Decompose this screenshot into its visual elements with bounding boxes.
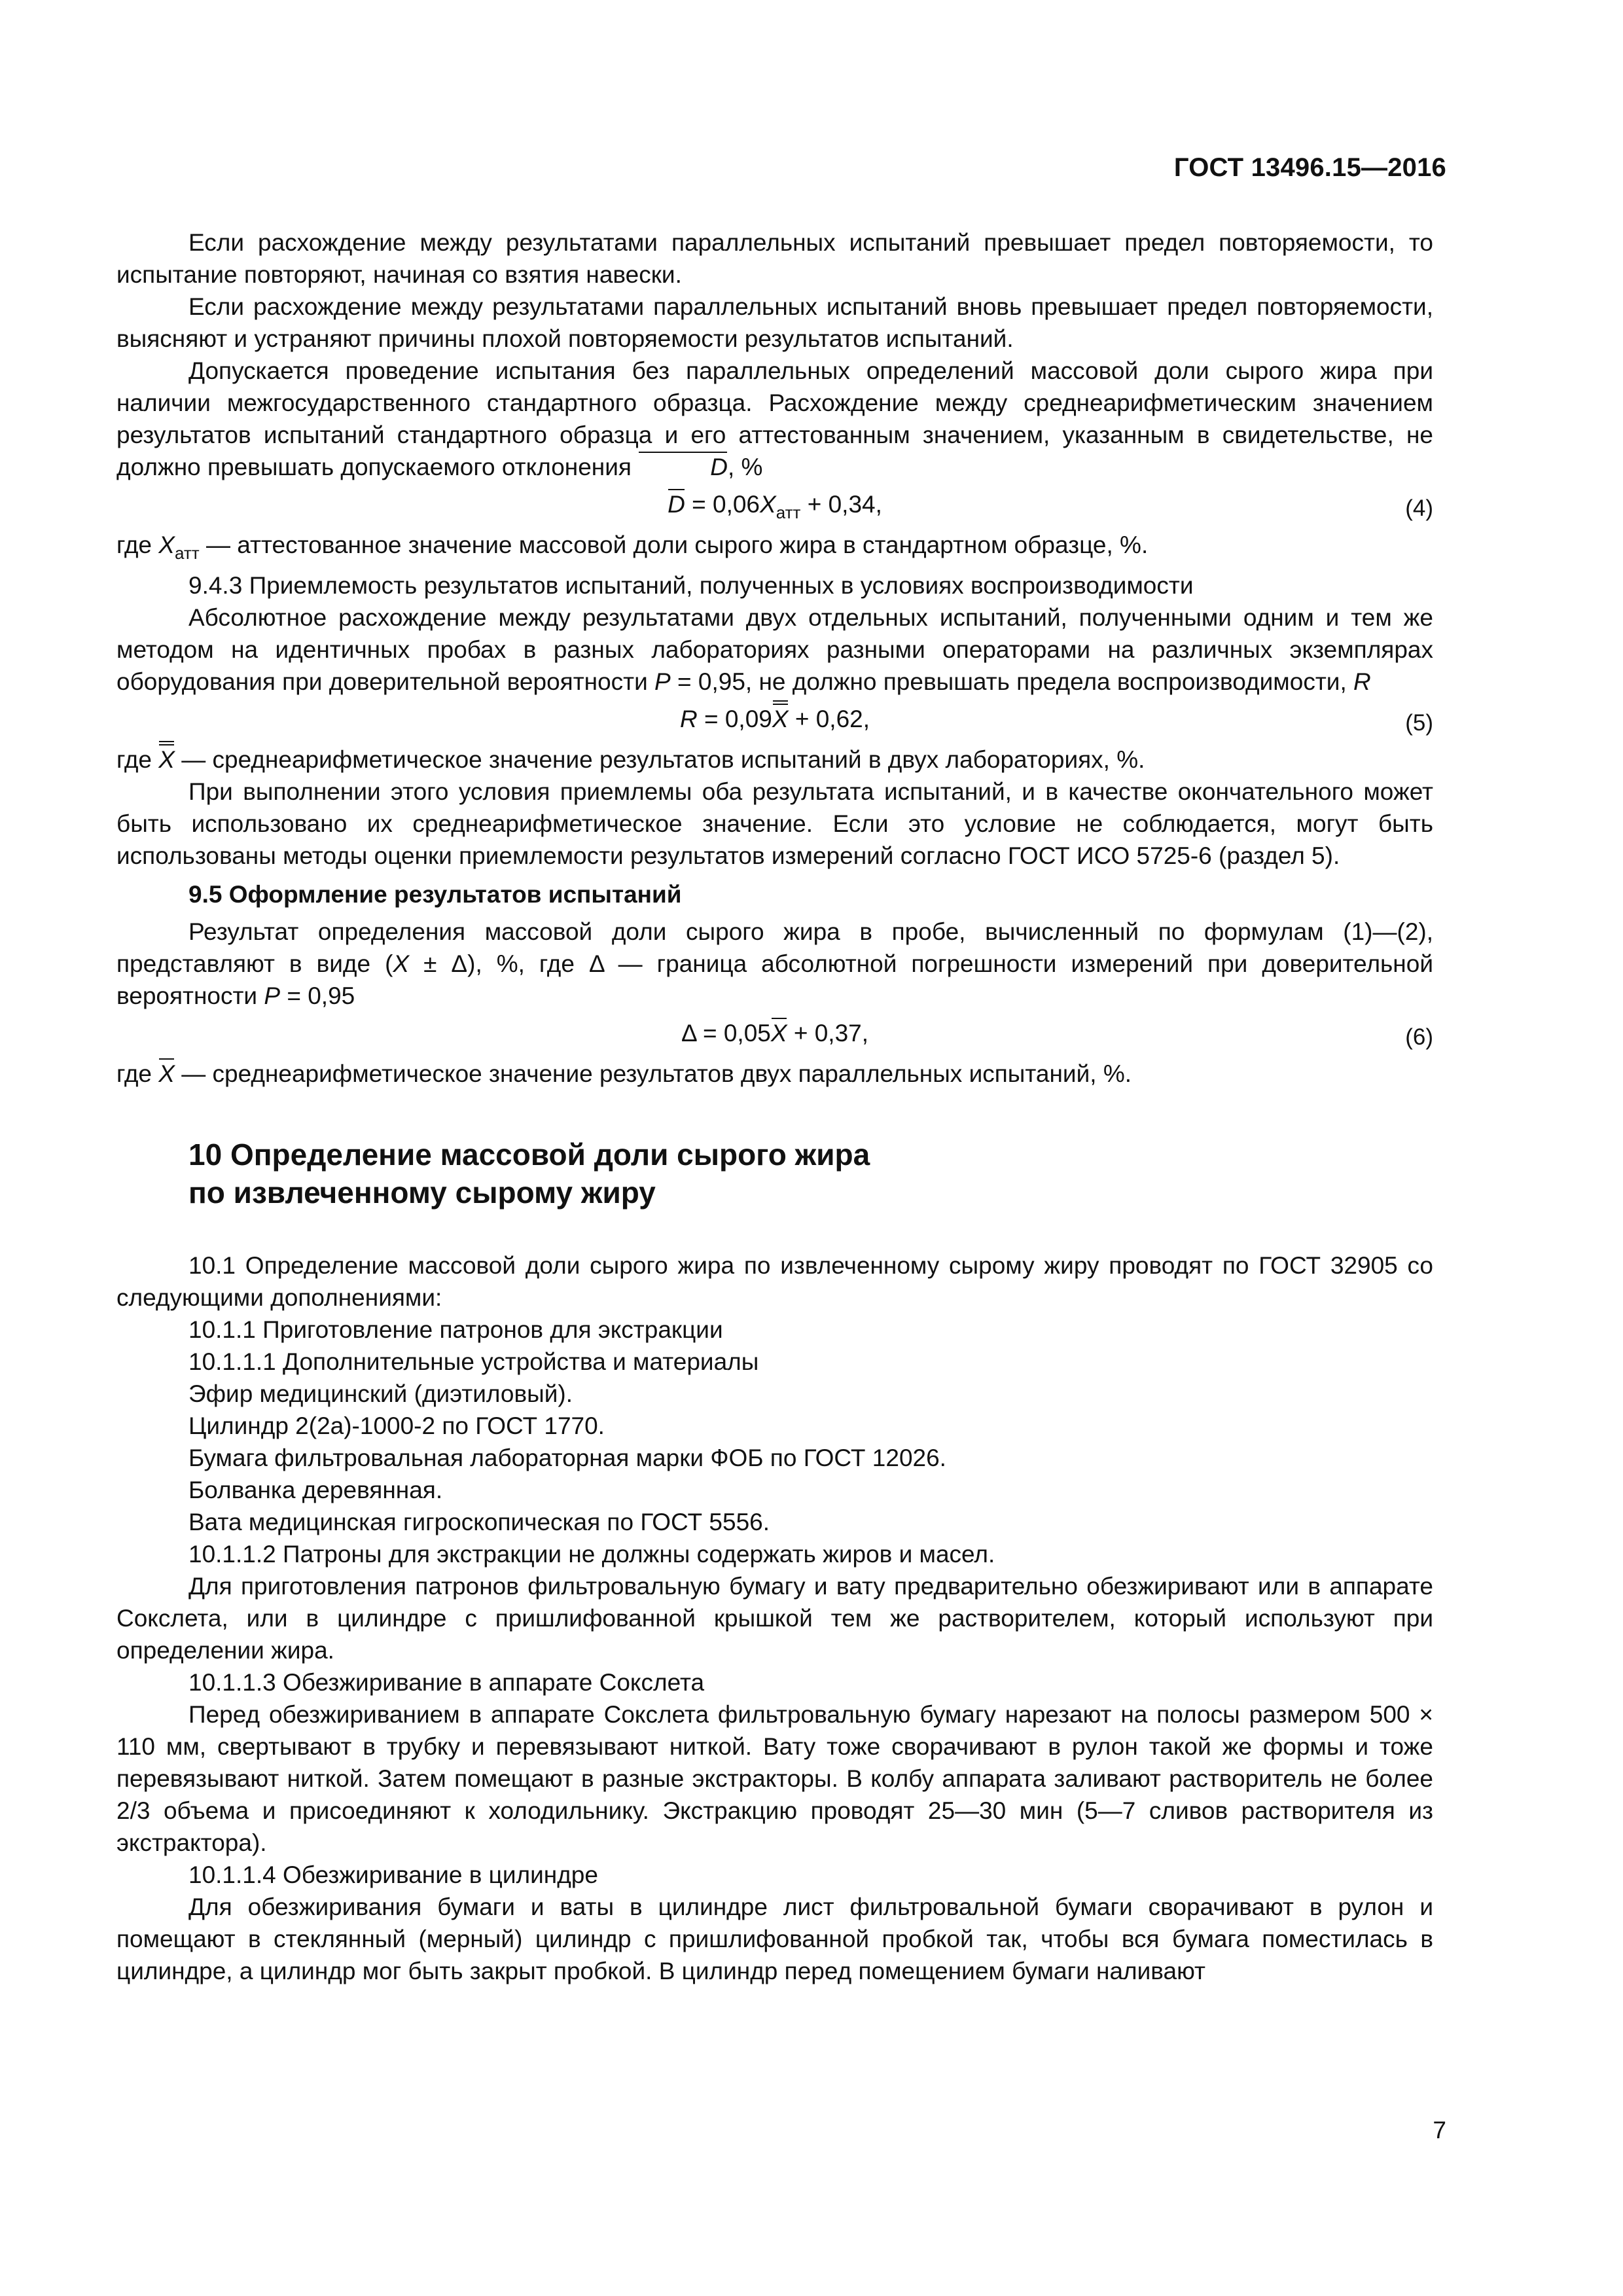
where-6-x-bar: X xyxy=(158,1058,175,1090)
formula-4-symbol-d: D xyxy=(668,488,685,520)
formula-6-row xyxy=(116,1012,1433,1058)
formula-6-number: (6) xyxy=(1405,1024,1433,1050)
formula-5-right: + 0,62, xyxy=(788,706,870,732)
paragraph: 10.1.1.2 Патроны для экстракции не должны содержать жиров и масел. xyxy=(188,1541,995,1568)
where-5-prefix: где xyxy=(116,746,159,773)
result-text-2: ), %, где xyxy=(467,950,589,977)
paragraph: 10.1.1.4 Обезжиривание в цилиндре xyxy=(188,1861,598,1888)
formula-4-sub: атт xyxy=(776,503,801,522)
formula-5-x-double-bar: X xyxy=(772,703,789,735)
page-number: 7 xyxy=(1433,2117,1446,2144)
result-p: P xyxy=(264,982,281,1009)
paragraph: Бумага фильтровальная лабораторная марки ФОБ по ГОСТ 12026. xyxy=(188,1444,946,1471)
formula-5 xyxy=(116,703,1433,735)
where-4-text: — аттестованное значение массовой доли сырого жира в стандартном образце, %. xyxy=(199,531,1149,558)
body-text xyxy=(116,226,1433,1987)
result-delta-2: Δ xyxy=(588,950,604,977)
gost-header: ГОСТ 13496.15—2016 xyxy=(1173,153,1446,182)
result-delta: Δ xyxy=(451,950,468,977)
d-bar-symbol: D xyxy=(638,451,728,483)
where-4 xyxy=(116,529,1433,569)
paragraph-tail: , % xyxy=(727,454,763,480)
formula-5-left: = 0,09 xyxy=(697,706,772,732)
formula-4-number: (4) xyxy=(1405,495,1433,521)
result-x: X xyxy=(393,950,410,977)
section-10-heading xyxy=(188,1136,1433,1211)
formula-5-number: (5) xyxy=(1405,710,1433,736)
p-symbol: P xyxy=(654,668,671,695)
reproducibility-text: Абсолютное расхождение между результатами двух отдельных испытаний, полученными одним и тем же методом на идентичных пробах в разных лабораториях разными операторами на различных экземплярах оборудования при доверительной вероятности xyxy=(116,604,1433,695)
where-6 xyxy=(116,1058,1433,1090)
section-10-title-line-2: по извлеченному сырому жиру xyxy=(188,1175,656,1210)
where-4-prefix: где xyxy=(116,531,159,558)
paragraph: Для обезжиривания бумаги и ваты в цилиндре лист фильтровальной бумаги сворачивают в рулон и помещают в стеклянный (мерный) цилиндр с пришлифованной пробкой так, чтобы вся бумага поместилась в цилиндре, а цилиндр мог быть закрыт пробкой. В цилиндр перед помещением бумаги наливают xyxy=(116,1893,1433,1984)
where-5-x-double-bar: X xyxy=(158,744,175,776)
paragraph: Перед обезжириванием в аппарате Сокслета фильтровальную бумагу нарезают на полосы размером 500 × 110 мм, свертывают в трубку и перевязывают ниткой. Вату тоже сворачивают в рулон такой же формы и тоже перевязывают ниткой. Затем помещают в разные экстракторы. В колбу аппарата заливают растворитель не более 2/3 объема и присоединяют к холодильнику. Экстракцию проводят 25—30 мин (5—7 сливов растворителя из экстрактора). xyxy=(116,1701,1433,1856)
formula-6-left: = 0,05 xyxy=(696,1020,771,1047)
paragraph: Вата медицинская гигроскопическая по ГОСТ 5556. xyxy=(188,1509,770,1535)
paragraph: Для приготовления патронов фильтровальную бумагу и вату предварительно обезжиривают или в аппарате Сокслета, или в цилиндре с пришлифованной крышкой тем же растворителем, который используют при определении жира. xyxy=(116,1573,1433,1664)
formula-4-left: = 0,06 xyxy=(685,491,760,518)
reproducibility-mid: = 0,95, не должно превышать предела воспроизводимости, xyxy=(670,668,1353,695)
result-paragraph xyxy=(116,916,1433,1012)
paragraph: Если расхождение между результатами параллельных испытаний вновь превышает предел повторяемости, выясняют и устраняют причины плохой повторяемости результатов испытаний. xyxy=(116,293,1433,352)
result-pm: ± xyxy=(409,950,452,977)
paragraph: Цилиндр 2(2а)-1000-2 по ГОСТ 1770. xyxy=(188,1412,605,1439)
paragraph: Болванка деревянная. xyxy=(188,1477,443,1503)
where-6-prefix: где xyxy=(116,1060,159,1087)
result-text-3: — граница абсолютной погрешности измерений при доверительной вероятности xyxy=(116,950,1433,1009)
section-10-title-line-1: 10 Определение массовой доли сырого жира xyxy=(188,1138,870,1172)
paragraph: Эфир медицинский (диэтиловый). xyxy=(188,1380,573,1407)
formula-6-right: + 0,37, xyxy=(787,1020,869,1047)
result-text-4: = 0,95 xyxy=(280,982,355,1009)
formula-6-delta: Δ xyxy=(681,1020,696,1047)
where-5-text: — среднеарифметическое значение результатов испытаний в двух лабораториях, %. xyxy=(174,746,1145,773)
formula-4 xyxy=(116,488,1433,529)
formula-4-x: X xyxy=(760,491,776,518)
paragraph xyxy=(116,355,1433,483)
formula-5-row xyxy=(116,698,1433,744)
paragraph-text: Допускается проведение испытания без параллельных определений массовой доли сырого жира при наличии межгосударственного стандартного образца. Расхождение между среднеарифметическим значением результатов испытаний стандартного образца и его аттестованным значением, указанным в свидетельстве, не должно превышать допускаемого отклонения xyxy=(116,357,1433,480)
formula-5-r: R xyxy=(679,706,698,732)
paragraph: 10.1 Определение массовой доли сырого жира по извлеченному сырому жиру проводят по ГОСТ 32905 со следующими дополнениями: xyxy=(116,1252,1433,1311)
acceptance-paragraph: При выполнении этого условия приемлемы оба результата испытаний, и в качестве окончательного может быть использовано их среднеарифметическое значение. Если это условие не соблюдается, могут быть использованы методы оценки приемлемости результатов измерений согласно ГОСТ ИСО 5725-6 (раздел 5). xyxy=(116,778,1433,869)
reproducibility-paragraph xyxy=(116,601,1433,698)
paragraph: 10.1.1 Приготовление патронов для экстракции xyxy=(188,1316,723,1343)
paragraph: 10.1.1.3 Обезжиривание в аппарате Сокслета xyxy=(188,1669,705,1696)
subsection-9-4-3: 9.4.3 Приемлемость результатов испытаний, полученных в условиях воспроизводимости xyxy=(188,572,1194,599)
where-6-text: — среднеарифметическое значение результатов двух параллельных испытаний, %. xyxy=(174,1060,1132,1087)
where-5 xyxy=(116,744,1433,776)
result-text-1: Результат определения массовой доли сырого жира в пробе, вычисленный по формулам (1)—(2), представляют в виде ( xyxy=(116,918,1433,977)
paragraph: Если расхождение между результатами параллельных испытаний превышает предел повторяемости, то испытание повторяют, начиная со взятия навески. xyxy=(116,229,1433,288)
formula-6 xyxy=(116,1017,1433,1049)
where-4-x: X xyxy=(158,531,175,558)
r-symbol: R xyxy=(1353,668,1371,695)
where-4-sub: атт xyxy=(174,543,200,563)
formula-4-right: + 0,34, xyxy=(800,491,882,518)
formula-6-x-bar: X xyxy=(771,1017,787,1049)
formula-4-row xyxy=(116,483,1433,529)
section-9-5-title: 9.5 Оформление результатов испытаний xyxy=(188,881,682,908)
paragraph: 10.1.1.1 Дополнительные устройства и материалы xyxy=(188,1348,759,1375)
